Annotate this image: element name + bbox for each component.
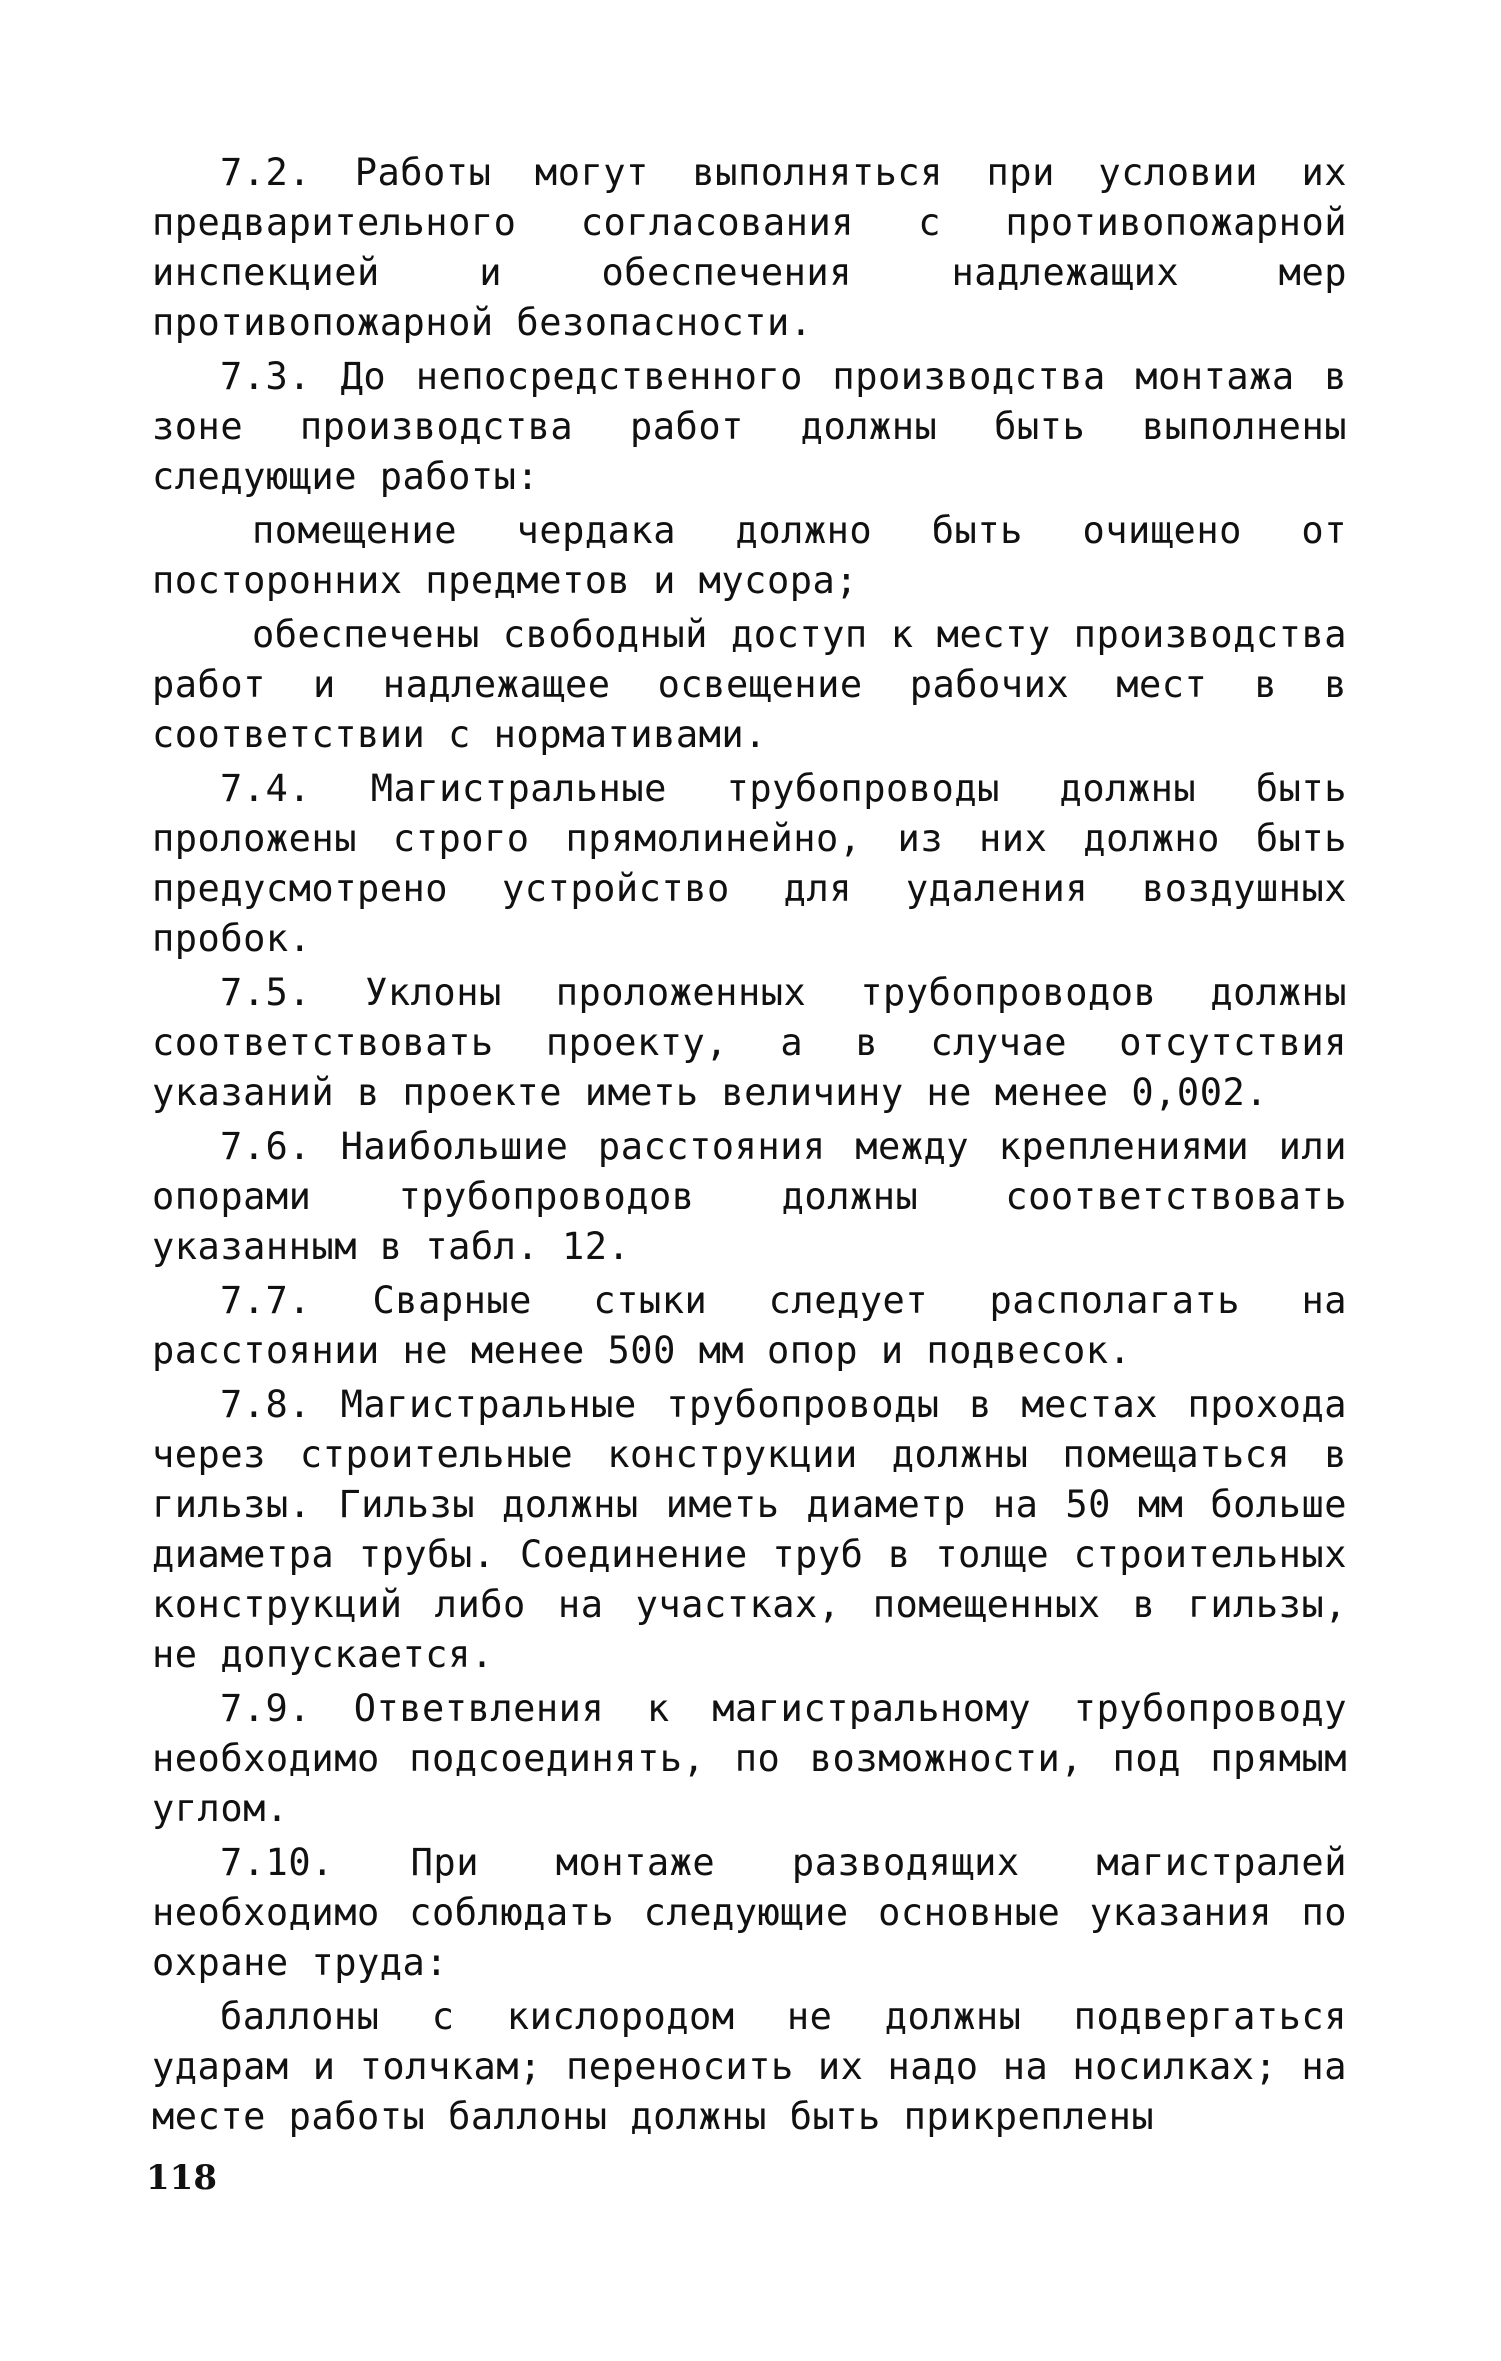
paragraph-7-2: 7.2. Работы могут выполняться при условии их предварительного согласования с противопожарной инспекцией и обеспечения надлежащих мер противопожарной безопасности. [152, 151, 1347, 344]
list-item-access-lighting: обеспечены свободный доступ к месту производства работ и надлежащее освещение рабочих мест в в соответствии с нормативами. [152, 613, 1347, 756]
body-text [152, 148, 1347, 2146]
paragraph-7-6: 7.6. Наибольшие расстояния между креплениями или опорами трубопроводов должны соответствовать указанным в табл. 12. [152, 1125, 1347, 1268]
list-item-oxygen-cylinders: баллоны с кислородом не должны подвергаться ударам и толчкам; переносить их надо на носилках; на месте работы баллоны должны быть прикреплены [152, 1995, 1347, 2138]
paragraph-7-10: 7.10. При монтаже разводящих магистралей необходимо соблюдать следующие основные указания по охране труда: [152, 1841, 1347, 1984]
list-item-attic-cleaning: помещение чердака должно быть очищено от посторонних предметов и мусора; [152, 509, 1347, 602]
paragraph-7-5: 7.5. Уклоны проложенных трубопроводов должны соответствовать проекту, а в случае отсутствия указаний в проекте иметь величину не менее 0,002. [152, 971, 1347, 1114]
paragraph-7-4: 7.4. Магистральные трубопроводы должны быть проложены строго прямолинейно, из них должно быть предусмотрено устройство для удаления воздушных пробок. [152, 767, 1347, 960]
paragraph-7-7: 7.7. Сварные стыки следует располагать на расстоянии не менее 500 мм опор и подвесок. [152, 1279, 1347, 1372]
paragraph-7-9: 7.9. Ответвления к магистральному трубопроводу необходимо подсоединять, по возможности, под прямым углом. [152, 1687, 1347, 1830]
paragraph-7-3: 7.3. До непосредственного производства монтажа в зоне производства работ должны быть выполнены следующие работы: [152, 355, 1347, 498]
page-number: 118 [146, 2158, 217, 2198]
paragraph-7-8: 7.8. Магистральные трубопроводы в местах прохода через строительные конструкции должны помещаться в гильзы. Гильзы должны иметь диаметр на 50 мм больше диаметра трубы. Соединение труб в толще строительных конструкций либо на участках, помещенных в гильзы, не допускается. [152, 1383, 1347, 1676]
